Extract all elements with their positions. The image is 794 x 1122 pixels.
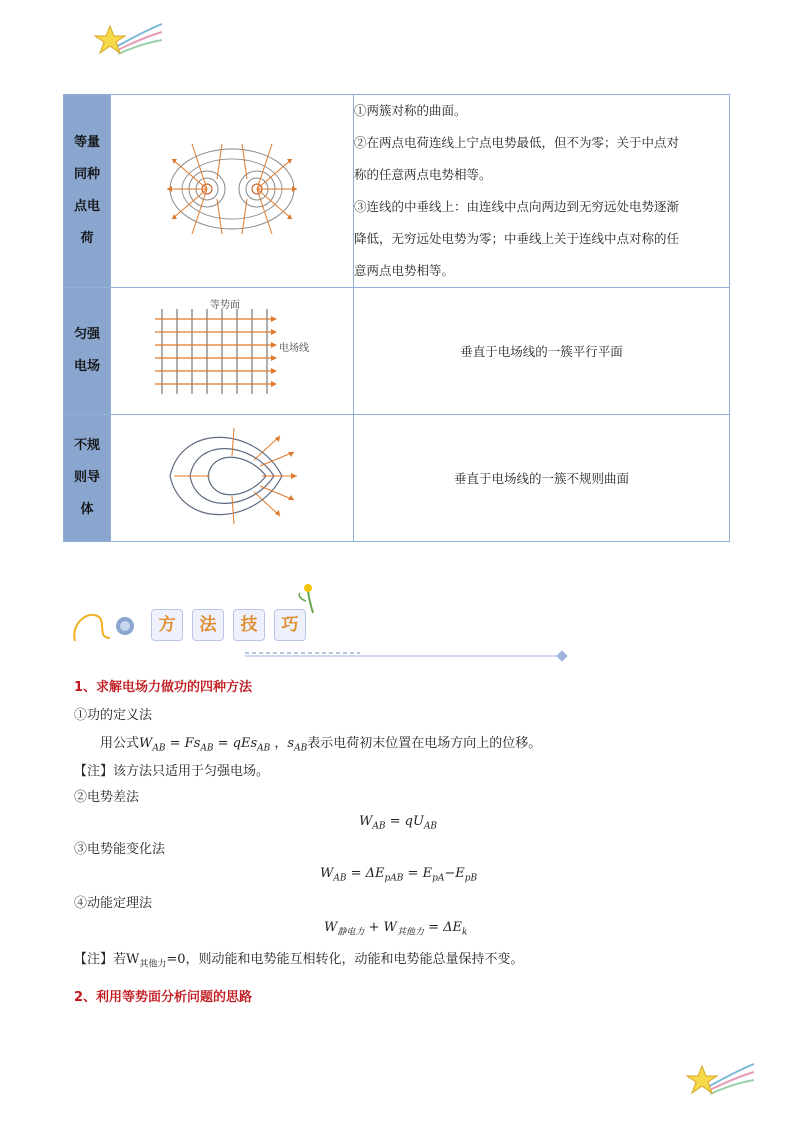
formula-work-definition: $W_{AB} = Fs_{AB} = qEs_{AB}$ (139, 736, 271, 754)
irregular-conductor-diagram (162, 422, 302, 530)
method-3-title: ③电势能变化法 (74, 842, 166, 857)
section-tag-2: 法 (192, 609, 224, 641)
table-row-equal-charges (64, 95, 730, 288)
table-row-irregular-conductor (64, 415, 730, 542)
equal-charges-field-diagram (162, 139, 302, 239)
row-label: 不规 则导 体 (64, 415, 111, 542)
heading-equipotential-analysis: 2、利用等势面分析问题的思路 (74, 990, 253, 1005)
formula-kinetic-energy-theorem: $W_{静电力} + W_{其他力} = \Delta E_k$ (324, 920, 468, 938)
formula-potential-difference: $W_{AB} = qU_{AB}$ (359, 814, 438, 832)
equipotential-label: 等势面 (210, 300, 240, 311)
uniform-field-diagram (147, 299, 317, 399)
uniform-field-description: 垂直于电场线的一簇平行平面 (354, 288, 730, 415)
row-label: 匀强 电场 (64, 288, 111, 415)
star-decoration-icon (684, 1058, 756, 1098)
section-tag-3: 技 (233, 609, 265, 641)
equipotential-surface-table (63, 94, 730, 542)
note-1: 【注】该方法只适用于匀强电场。 (74, 764, 270, 779)
row-label: 等量 同种 点电 荷 (64, 95, 111, 288)
irregular-conductor-figure (111, 415, 354, 542)
equal-charges-field-figure (111, 95, 354, 288)
method-1-title: ①功的定义法 (74, 708, 153, 723)
equal-charges-description: ①两簇对称的曲面。 ②在两点电荷连线上宁点电势最低，但不为零；关于中点对 称的任意两点电势相等。 ③连线的中垂线上：由连线中点向两边到无穷远处电势逐渐 降低，无穷远处电势为零；中垂线上关于连线中点对称的任 意两点电势相等。 (354, 95, 730, 288)
uniform-field-figure (111, 288, 354, 415)
note-2: 【注】若$W_{其他力}=0$，则动能和电势能互相转化，动能和电势能总量保持不变。 (74, 952, 524, 970)
table-row-uniform-field (64, 288, 730, 415)
method-2-title: ②电势差法 (74, 790, 140, 805)
section-banner-decoration (70, 583, 570, 663)
field-line-label: 电场线 (279, 343, 309, 354)
section-tag-1: 方 (151, 609, 183, 641)
star-decoration-icon (92, 18, 164, 58)
method-4-title: ④动能定理法 (74, 896, 153, 911)
heading-work-methods: 1、求解电场力做功的四种方法 (74, 680, 253, 695)
formula-potential-energy-change: $W_{AB} = \Delta E_{pAB} = E_{pA}-E_{pB}$ (320, 866, 478, 884)
section-tag-4: 巧 (274, 609, 306, 641)
irregular-conductor-description: 垂直于电场线的一簇不规则曲面 (354, 415, 730, 542)
method-1-text: 用公式$W_{AB} = Fs_{AB} = qEs_{AB}$ ，$s_{AB}$表示电荷初末位置在电场方向上的位移。 (100, 736, 542, 754)
